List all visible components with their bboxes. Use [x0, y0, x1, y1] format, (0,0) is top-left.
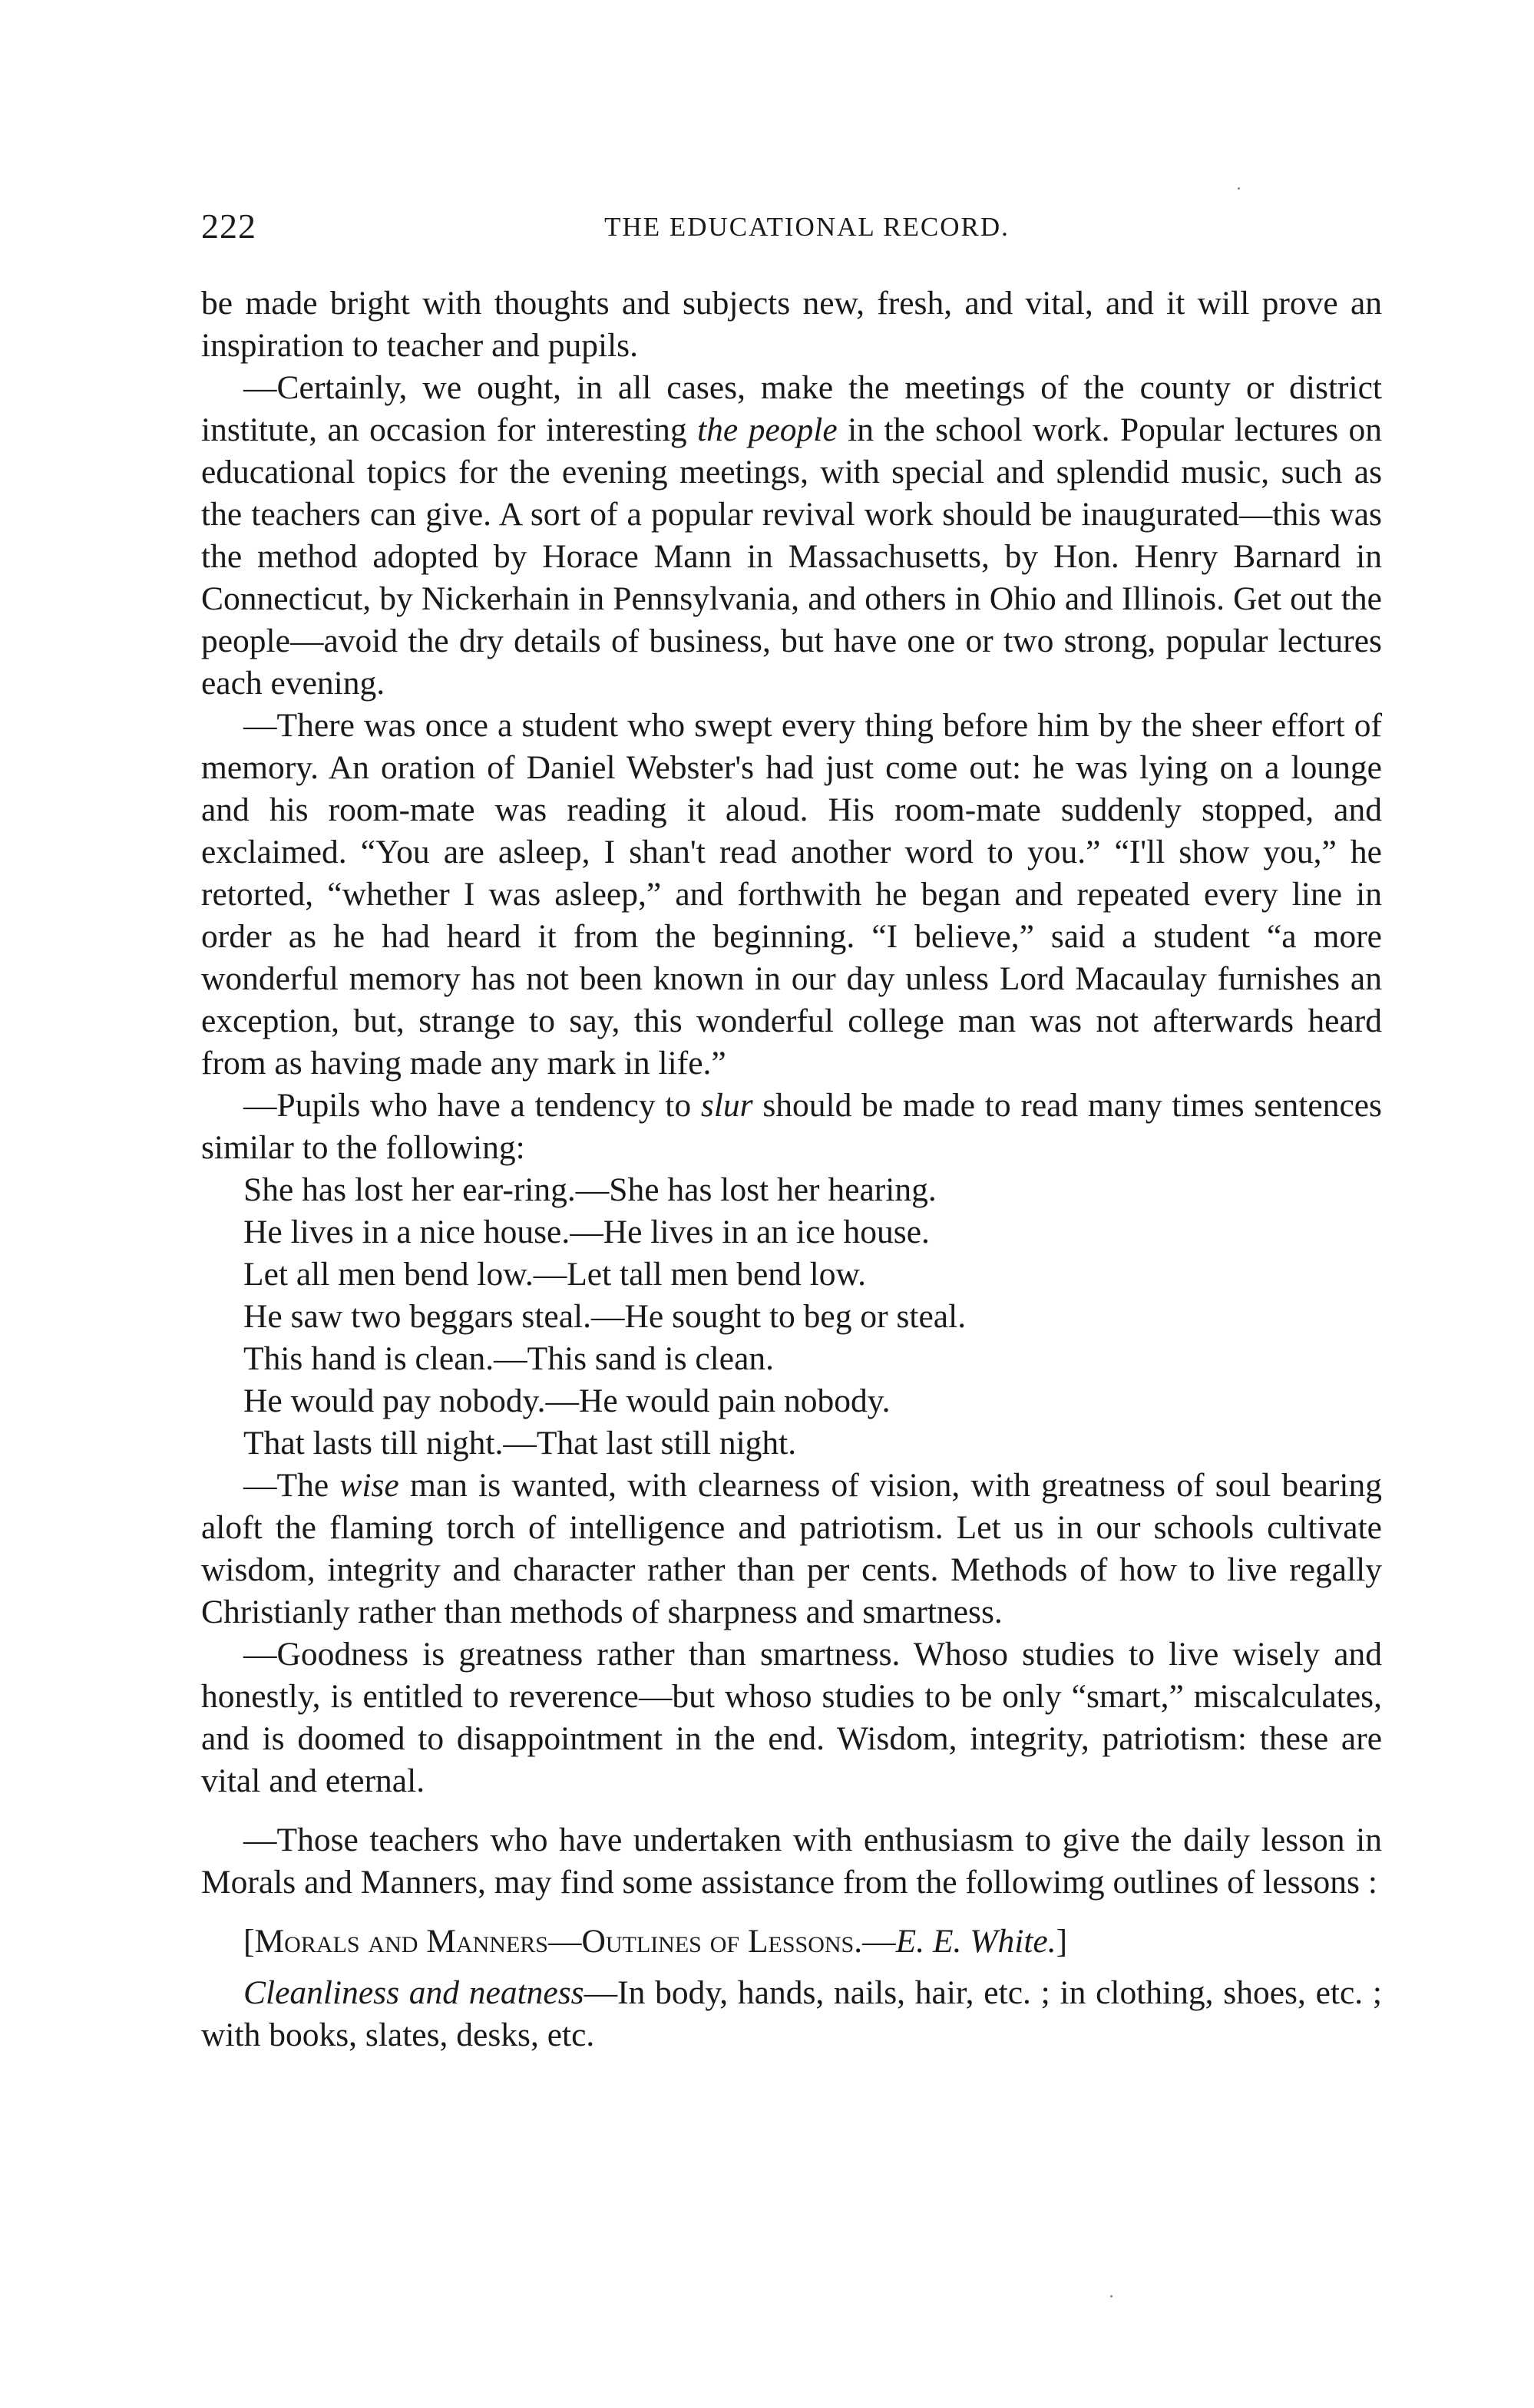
journal-title: THE EDUCATIONAL RECORD.	[604, 212, 1010, 242]
text-run: —In body, hands, nails, hair, etc. ; in clothing, shoes, etc. ; with books, slates, desks, etc.	[201, 1974, 1382, 2053]
text-run: in the school work. Popular lectures on educational topics for the evening meetings, with special and splendid music, such as the teachers can give. A sort of a popular revival work should be inaugurated—this was the method adopted by Horace Mann in Massachusetts, by Hon. Henry Barnard in Connecticut, by Nickerhain in Pennsylvania, and others in Ohio and Illinois. Get out the people—avoid the dry details of business, but have one or two strong, popular lectures each evening.	[201, 411, 1383, 702]
example-sentence: Let all men bend low.—Let tall men bend low.	[243, 1256, 866, 1293]
lesson-heading	[201, 1921, 1382, 1963]
emphasis: the people	[697, 411, 838, 448]
heading-author: E. E. White.	[895, 1923, 1056, 1960]
example-list	[201, 1169, 1382, 1465]
emphasis: slur	[700, 1087, 753, 1124]
paragraph	[201, 1085, 1382, 1169]
emphasis: Cleanliness and neatness	[243, 1974, 584, 2011]
bracket-close: ]	[1056, 1923, 1068, 1960]
paragraph: —Those teachers who have undertaken with enthusiasm to give the daily lesson in Morals and Manners, may find some assistance from the followimg outlines of lessons :	[201, 1822, 1382, 1901]
page-number: 222	[201, 206, 256, 246]
example-sentence: This hand is clean.—This sand is clean.	[243, 1340, 775, 1377]
text-run: —Pupils who have a tendency to	[243, 1087, 701, 1124]
paragraph	[201, 367, 1382, 705]
heading-title: Morals and Manners—Outlines of Lessons.	[254, 1923, 863, 1960]
example-sentence: He lives in a nice house.—He lives in an ice house.	[243, 1214, 930, 1250]
paragraph: —Goodness is greatness rather than smartness. Whoso studies to live wisely and honestly, is entitled to reverence—but whoso studies to be only “smart,” miscalculates, and is doomed to disappointment in the end. Wisdom, integrity, patriotism: these are vital and eternal.	[201, 1636, 1382, 1799]
text-run: should be made to read many times sentences similar to the following:	[201, 1087, 1382, 1166]
print-speck	[1110, 2295, 1112, 2297]
example-sentence: He would pay nobody.—He would pain nobody.	[243, 1382, 891, 1419]
heading-dash: —	[862, 1923, 896, 1960]
paragraph: be made bright with thoughts and subjects new, fresh, and vital, and it will prove an inspiration to teacher and pupils.	[201, 285, 1382, 364]
text-run: man is wanted, with clearness of vision, with greatness of soul bearing aloft the flaming torch of intelligence and patriotism. Let us in our schools cultivate wisdom, integrity and character rather than per cents. Methods of how to live regally Christianly rather than methods of sharpness and smartness.	[201, 1467, 1382, 1630]
emphasis: wise	[339, 1467, 399, 1504]
example-sentence: She has lost her ear-ring.—She has lost her hearing.	[243, 1171, 937, 1208]
print-speck	[1238, 187, 1240, 190]
paragraph	[201, 1972, 1382, 2056]
paragraph: —There was once a student who swept every thing before him by the sheer effort of memory. An oration of Daniel Webster's had just come out: he was lying on a lounge and his room-mate was reading it aloud. His room-mate suddenly stopped, and exclaimed. “You are asleep, I shan't read another word to you.” “I'll show you,” he retorted, “whether I was asleep,” and forthwith he began and repeated every line in order as he had heard it from the beginning. “I believe,” said a student “a more wonderful memory has not been known in our day unless Lord Macaulay furnishes an exception, but, strange to say, this wonderful college man was not afterwards heard from as having made any mark in life.”	[201, 707, 1382, 1082]
paragraph	[201, 1465, 1382, 1633]
body-text	[201, 282, 1382, 2056]
example-sentence: He saw two beggars steal.—He sought to beg or steal.	[243, 1298, 967, 1335]
bracket-open: [	[243, 1923, 255, 1960]
example-sentence: That lasts till night.—That last still night.	[243, 1425, 797, 1462]
running-head	[201, 206, 1382, 252]
book-page	[201, 206, 1382, 2056]
text-run: —The	[243, 1467, 340, 1504]
text-run: —Certainly, we ought, in all cases, make the meetings of the county or district institute, an occasion for interesting	[201, 369, 1382, 448]
